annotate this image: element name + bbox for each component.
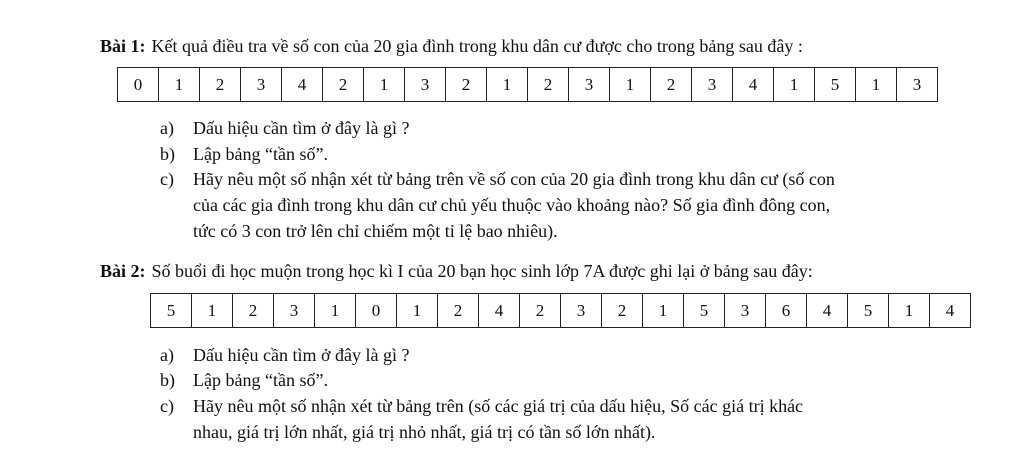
table-cell: 2	[528, 68, 569, 102]
table-cell: 5	[848, 294, 889, 328]
question-text: Dấu hiệu cần tìm ở đây là gì ?	[193, 118, 410, 138]
table-cell: 3	[569, 68, 610, 102]
problem-1-question-a	[160, 116, 409, 140]
problem-1-label: Bài 1:	[100, 36, 146, 56]
question-text-continued: của các gia đình trong khu dân cư chủ yếu thuộc vào khoảng nào? Số gia đình đông con,	[193, 195, 831, 215]
question-marker: b)	[160, 144, 175, 164]
table-cell: 6	[766, 294, 807, 328]
table-cell: 4	[733, 68, 774, 102]
table-cell: 4	[479, 294, 520, 328]
table-cell: 2	[602, 294, 643, 328]
question-marker: a)	[160, 118, 174, 138]
table-cell: 3	[241, 68, 282, 102]
table-cell: 2	[446, 68, 487, 102]
question-marker: c)	[160, 169, 174, 189]
problem-2-heading	[100, 260, 813, 282]
table-cell: 4	[807, 294, 848, 328]
question-marker: a)	[160, 345, 174, 365]
question-text: Lập bảng “tần số”.	[193, 144, 328, 164]
table-cell: 3	[561, 294, 602, 328]
table-cell: 1	[159, 68, 200, 102]
table-cell: 1	[397, 294, 438, 328]
problem-1-question-c	[160, 167, 835, 191]
table-cell: 3	[725, 294, 766, 328]
table-cell: 2	[651, 68, 692, 102]
table-cell: 1	[643, 294, 684, 328]
question-text-continued: tức có 3 con trở lên chỉ chiếm một tỉ lệ bao nhiêu).	[193, 221, 558, 241]
problem-2-label: Bài 2:	[100, 261, 146, 281]
table-cell: 1	[889, 294, 930, 328]
table-cell: 5	[815, 68, 856, 102]
question-text: Hãy nêu một số nhận xét từ bảng trên về số con của 20 gia đình trong khu dân cư (số con	[193, 169, 835, 189]
table-cell: 3	[897, 68, 938, 102]
table-cell: 2	[438, 294, 479, 328]
problem-2-question-b	[160, 368, 328, 392]
table-cell: 5	[684, 294, 725, 328]
table-cell: 0	[118, 68, 159, 102]
problem-1-heading	[100, 35, 803, 57]
table-row	[151, 294, 971, 328]
table-cell: 2	[520, 294, 561, 328]
problem-2-table	[150, 293, 971, 328]
problem-2-question-a	[160, 343, 409, 367]
table-row	[118, 68, 938, 102]
table-cell: 2	[233, 294, 274, 328]
question-text-continued: nhau, giá trị lớn nhất, giá trị nhỏ nhất, giá trị có tần số lớn nhất).	[193, 422, 656, 442]
table-cell: 3	[274, 294, 315, 328]
problem-1-question-b	[160, 142, 328, 166]
question-marker: b)	[160, 370, 175, 390]
problem-1-text: Kết quả điều tra về số con của 20 gia đình trong khu dân cư được cho trong bảng sau đây :	[151, 36, 803, 56]
problem-1-table	[117, 67, 938, 102]
question-marker: c)	[160, 396, 174, 416]
table-cell: 1	[364, 68, 405, 102]
table-cell: 1	[487, 68, 528, 102]
table-cell: 2	[200, 68, 241, 102]
table-cell: 1	[315, 294, 356, 328]
question-text: Dấu hiệu cần tìm ở đây là gì ?	[193, 345, 410, 365]
table-cell: 1	[774, 68, 815, 102]
table-cell: 3	[405, 68, 446, 102]
table-cell: 2	[323, 68, 364, 102]
problem-2-text: Số buổi đi học muộn trong học kì I của 20 bạn học sinh lớp 7A được ghi lại ở bảng sau đây:	[151, 261, 813, 281]
table-cell: 4	[930, 294, 971, 328]
table-cell: 1	[192, 294, 233, 328]
question-text: Hãy nêu một số nhận xét từ bảng trên (số các giá trị của dấu hiệu, Số các giá trị khác	[193, 396, 804, 416]
table-cell: 3	[692, 68, 733, 102]
table-cell: 0	[356, 294, 397, 328]
question-text: Lập bảng “tần số”.	[193, 370, 328, 390]
table-cell: 4	[282, 68, 323, 102]
table-cell: 1	[856, 68, 897, 102]
table-cell: 5	[151, 294, 192, 328]
table-cell: 1	[610, 68, 651, 102]
problem-2-question-c	[160, 394, 803, 418]
